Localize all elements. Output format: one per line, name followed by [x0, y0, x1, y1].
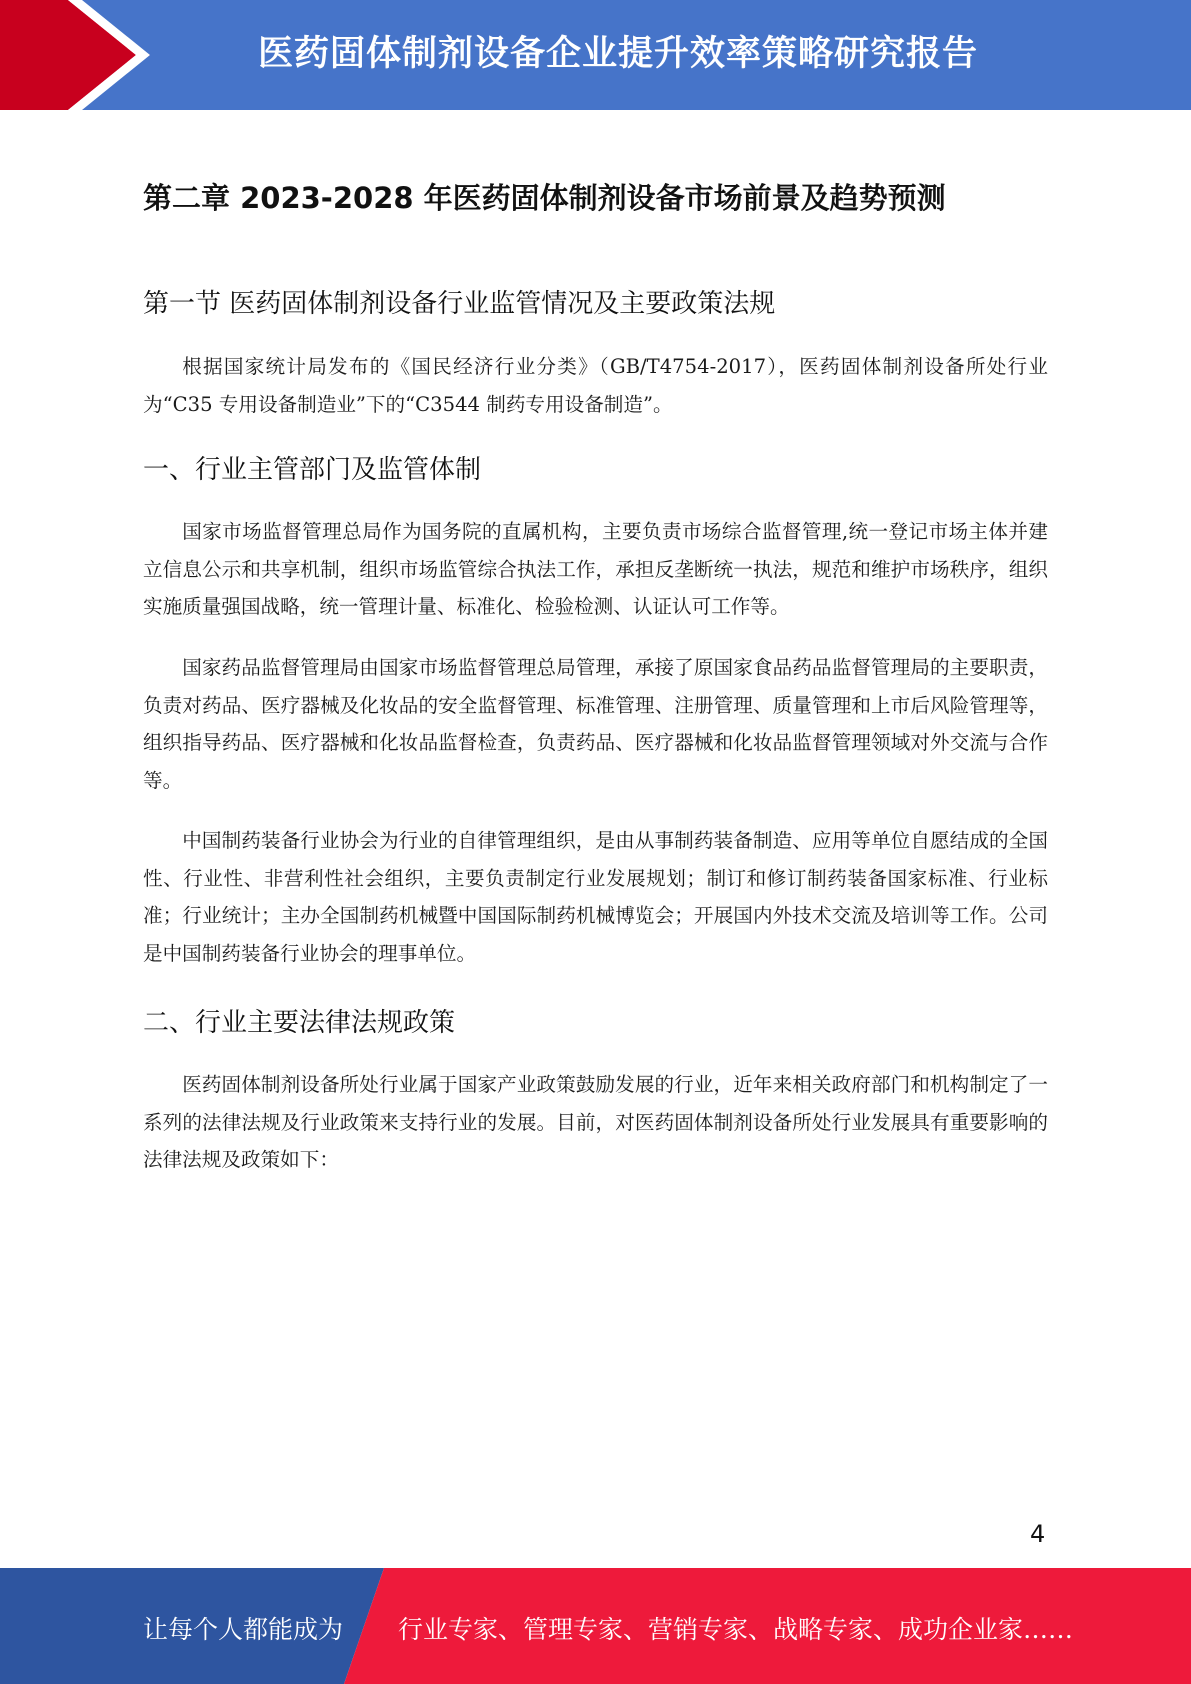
intro-paragraph: 根据国家统计局发布的《国民经济行业分类》（GB/T4754-2017），医药固体制剂设备所处行业为“C35 专用设备制造业”下的“C3544 制药专用设备制造”。	[143, 355, 1048, 416]
subsection-title-regulators: 一、行业主管部门及监管体制	[143, 455, 482, 485]
footer-slogan-left: 让每个人都能成为	[143, 1615, 344, 1644]
section-title: 第一节 医药固体制剂设备行业监管情况及主要政策法规	[143, 289, 776, 319]
report-title: 医药固体制剂设备企业提升效率策略研究报告	[258, 34, 979, 74]
chapter-title: 第二章 2023-2028 年医药固体制剂设备市场前景及趋势预测	[143, 181, 946, 215]
footer-banner	[0, 1568, 1191, 1684]
paragraph-cpmia: 中国制药装备行业协会为行业的自律管理组织，是由从事制药装备制造、应用等单位自愿结成的全国性、行业性、非营利性社会组织，主要负责制定行业发展规划；制订和修订制药装备国家标准、行业标准；行业统计；主办全国制药机械暨中国国际制药机械博览会；开展国内外技术交流及培训等工作。公司是中国制药装备行业协会的理事单位。	[143, 829, 1048, 965]
page-number: 4	[1030, 1520, 1046, 1548]
header-banner	[0, 0, 1191, 110]
footer-slogan-right: 行业专家、管理专家、营销专家、战略专家、成功企业家……	[398, 1615, 1074, 1644]
paragraph-policy: 医药固体制剂设备所处行业属于国家产业政策鼓励发展的行业，近年来相关政府部门和机构制定了一系列的法律法规及行业政策来支持行业的发展。目前，对医药固体制剂设备所处行业发展具有重要影响的法律法规及政策如下：	[143, 1073, 1048, 1171]
paragraph-nmpa: 国家药品监督管理局由国家市场监督管理总局管理，承接了原国家食品药品监督管理局的主要职责，负责对药品、医疗器械及化妆品的安全监督管理、标准管理、注册管理、质量管理和上市后风险管理等，组织指导药品、医疗器械和化妆品监督检查，负责药品、医疗器械和化妆品监督管理领域对外交流与合作等。	[143, 656, 1048, 792]
subsection-title-laws: 二、行业主要法律法规政策	[143, 1008, 456, 1038]
paragraph-samr: 国家市场监督管理总局作为国务院的直属机构，主要负责市场综合监督管理,统一登记市场主体并建立信息公示和共享机制，组织市场监管综合执法工作，承担反垄断统一执法，规范和维护市场秩序，组织实施质量强国战略，统一管理计量、标准化、检验检测、认证认可工作等。	[143, 520, 1048, 618]
